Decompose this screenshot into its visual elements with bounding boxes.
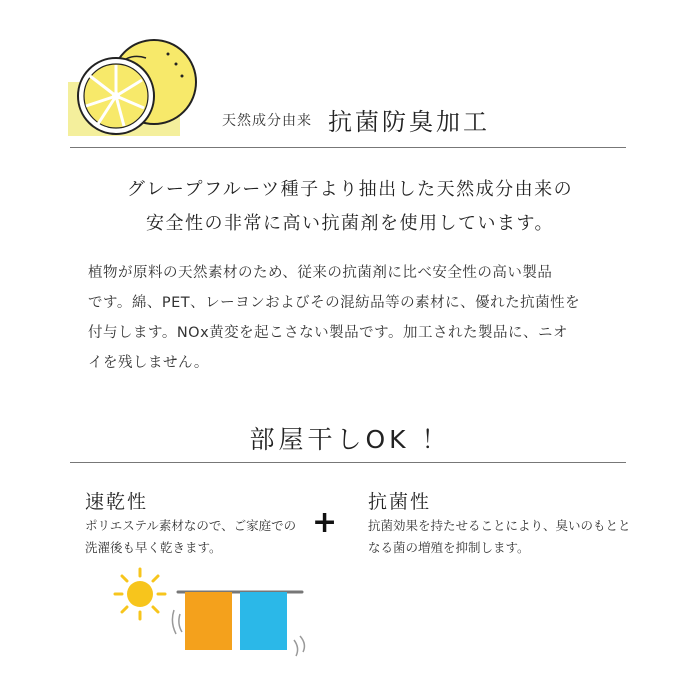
feature-desc-line: なる菌の増殖を抑制します。 (368, 540, 530, 555)
feature-desc-line: 洗濯後も早く乾きます。 (85, 540, 222, 555)
lead-line-2: 安全性の非常に高い抗菌剤を使用しています。 (145, 213, 555, 234)
lead-text (0, 173, 700, 241)
description-line-3: 付与します。NOx黄変を起こさない製品です。加工された製品に、ニオ (88, 325, 569, 341)
drying-towels-icon (170, 580, 315, 660)
section-divider (70, 462, 626, 463)
plus-sign: + (312, 505, 338, 540)
feature-desc-antibacterial (368, 515, 638, 559)
title-divider (70, 147, 626, 148)
feature-desc-quick-dry (85, 515, 315, 559)
lead-line-1: グレープフルーツ種子より抽出した天然成分由来の (126, 179, 574, 200)
description-line-2: です。綿、PET、レーヨンおよびその混紡品等の素材に、優れた抗菌性を (88, 295, 581, 311)
description-paragraph (88, 258, 628, 378)
description-line-4: イを残しません。 (88, 355, 209, 371)
sun-icon (113, 567, 167, 621)
feature-title-antibacterial: 抗菌性 (368, 491, 432, 513)
feature-desc-line: 抗菌効果を持たせることにより、臭いのもとと (368, 518, 631, 533)
section-title: 部屋干しOK ！ (249, 425, 451, 454)
feature-desc-line: ポリエステル素材なので、ご家庭での (85, 518, 297, 533)
description-line-1: 植物が原料の天然素材のため、従来の抗菌剤に比べ安全性の高い製品 (88, 265, 553, 281)
feature-title-quick-dry: 速乾性 (85, 491, 149, 513)
header-subtitle: 天然成分由来 (222, 113, 312, 129)
page-title: 抗菌防臭加工 (328, 108, 490, 136)
grapefruit-icon (64, 30, 204, 140)
